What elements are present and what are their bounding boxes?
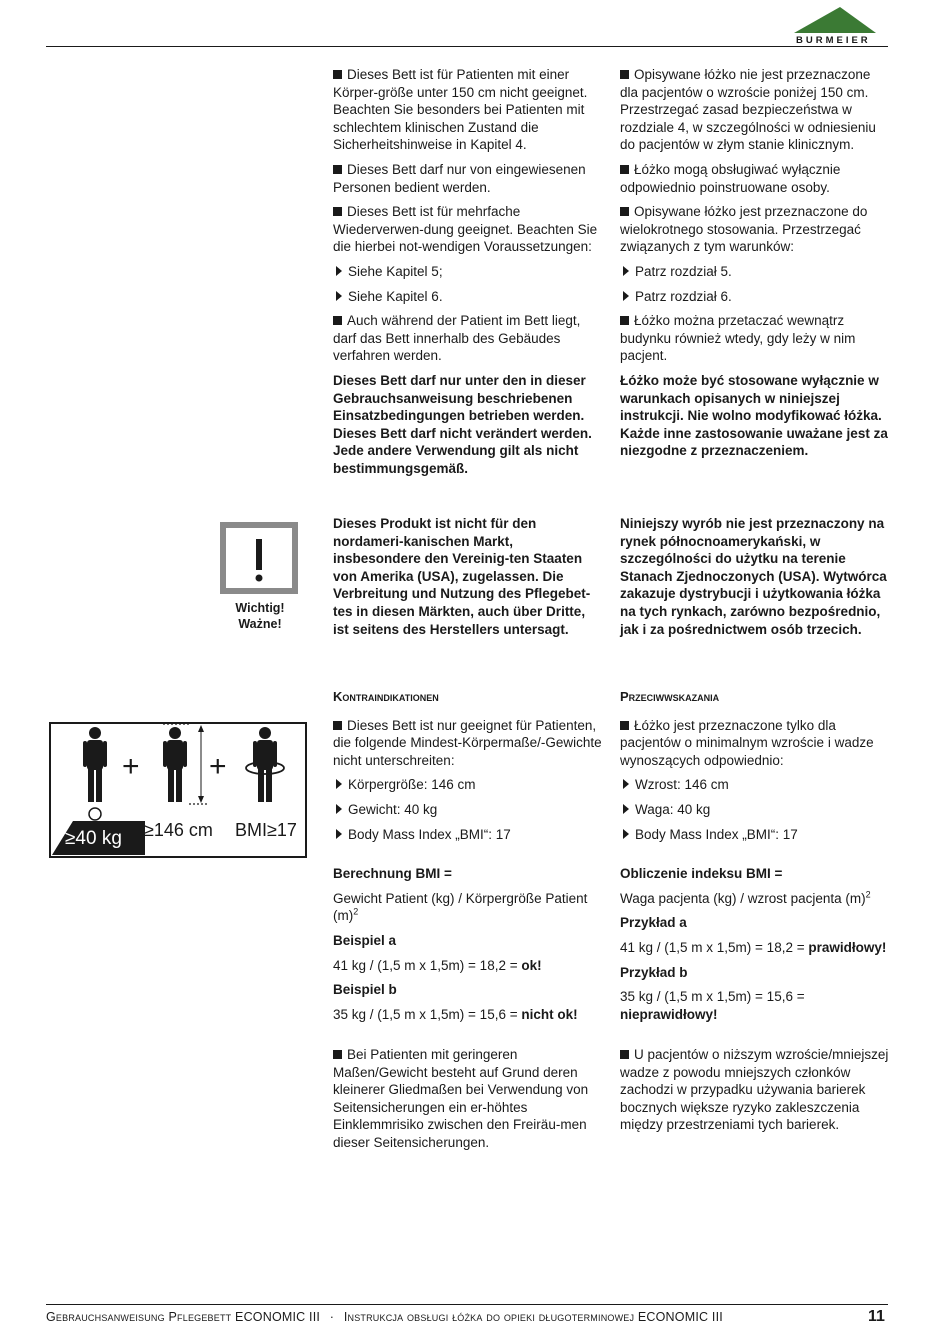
de-section-usage [333,66,603,484]
brand-name: BURMEIER [796,35,871,46]
footer-title [46,1310,723,1324]
pl-contra-weight: Waga: 40 kg [620,801,892,819]
pl-contra-height: Wzrost: 146 cm [620,776,892,794]
header-rule [46,46,888,47]
pl-example-a: 41 kg / (1,5 m x 1,5m) = 18,2 = prawidłowy! [620,939,887,955]
warning-label-pl: Ważne! [238,617,282,631]
plus-sign-1: + [122,750,140,783]
de-arrow-1: Siehe Kapitel 5; [333,263,603,281]
plus-sign-2: + [209,750,227,783]
de-calc-title: Berechnung BMI = [333,866,452,882]
exclamation-warning-icon [220,522,298,594]
warning-box [220,522,300,631]
pl-warning-text: Niniejszy wyrób nie jest przeznaczony na rynek północnoamerykański, w szczególności do użytku na terenie Stanach Zjednoczonych (USA). Wytwórca zakazuje dystrybucji i użytkowania łóżka na tych rynkach, zarówno bezpośrednio, jak i za pośrednictwem osób trzecich. [620,516,887,637]
bullet-square-icon [333,316,342,325]
bullet-square-icon [333,70,342,79]
de-bullet-2: Dieses Bett darf nur von eingewiesenen Personen bedient werden. [333,161,586,195]
de-example-a-title: Beispiel a [333,932,397,948]
pl-bullet-1: Opisywane łóżko nie jest przeznaczone dla pacjentów o wzroście poniżej 150 cm. Przestrzegać zasad bezpieczeństwa w rozdziale 4, w szczególności w odniesieniu do pacjentów w złym stanie klinicznym. [620,67,876,153]
footer-left: Gebrauchsanweisung Pflegebett ECONOMIC III [46,1310,321,1324]
de-last-bullet [333,1046,603,1159]
pl-arrow-2: Patrz rozdział 6. [620,288,892,306]
de-bold-notice: Dieses Bett darf nur unter den in dieser Gebrauchsanweisung beschriebenen Einsatzbedingungen betrieben werden. Dieses Bett darf nicht verändert werden. Jede andere Verwendung gilt als nicht bestimmungsgemäß. [333,372,592,476]
footer-rule [46,1304,888,1305]
pl-bullet-4: Łóżko można przetaczać wewnątrz budynku również wtedy, gdy leży w nim pacjent. [620,313,856,364]
burmeier-logo-icon [794,6,876,34]
pl-entrapment-note: U pacjentów o niższym wzroście/mniejszej wadze z powodu mniejszych członków zachodzi w przypadku używania barierek bocznych większe ryzyko zakleszczenia między przestrzeniami tych barierek. [620,1047,889,1133]
bmi-figure [49,722,307,858]
bullet-square-icon [333,165,342,174]
pl-example-a-title: Przykład a [620,915,687,931]
warning-label-de: Wichtig! [235,601,285,615]
de-arrow-2: Siehe Kapitel 6. [333,288,603,306]
arrow-right-icon [336,266,342,276]
pl-bullet-2: Łóżko mogą obsługiwać wyłącznie odpowiednio poinstruowane osoby. [620,161,841,195]
pl-section-contraindications [620,688,892,1030]
bullet-square-icon [333,1050,342,1059]
arrow-right-icon [336,804,342,814]
pl-example-b: 35 kg / (1,5 m x 1,5m) = 15,6 = nieprawidłowy! [620,989,805,1022]
pl-arrow-1: Patrz rozdział 5. [620,263,892,281]
de-example-a: 41 kg / (1,5 m x 1,5m) = 18,2 = ok! [333,957,542,973]
de-heading: Kontraindikationen [333,689,439,704]
bullet-square-icon [620,70,629,79]
bmi-label: BMI≥17 [235,820,297,840]
arrow-right-icon [623,829,629,839]
de-bullet-1: Dieses Bett ist für Patienten mit einer Körper-größe unter 150 cm nicht geeignet. Beachten Sie besonders bei Patienten mit schlechtem klinischen Zustand die Sicherheitshinweise in Kapitel 4. [333,67,588,153]
bullet-square-icon [620,165,629,174]
de-calc-formula: Gewicht Patient (kg) / Körpergröße Patient $(m)^2$ [333,890,588,924]
pl-calc-formula: Waga pacjenta (kg) / wzrost pacjenta $(m)^2$ [620,889,871,906]
bullet-square-icon [620,1050,629,1059]
arrow-right-icon [336,291,342,301]
height-label: ≥146 cm [144,820,213,840]
de-contra-bullet: Dieses Bett ist nur geeignet für Patienten, die folgende Mindest-Körpermaße/-Gewichte nicht unterschreiten: [333,717,602,768]
de-contra-height: Körpergröße: 146 cm [333,776,603,794]
footer-separator: · [329,1310,335,1324]
bullet-square-icon [333,207,342,216]
de-contra-weight: Gewicht: 40 kg [333,801,603,819]
pl-bold-notice: Łóżko może być stosowane wyłącznie w warunkach opisanych w niniejszej instrukcji. Nie wolno modyfikować łóżka. Każde inne zastosowanie uważane jest za niezgodne z przeznaczeniem. [620,372,888,459]
de-bullet-3: Dieses Bett ist für mehrfache Wiederverwen-dung geeignet. Beachten Sie die hierbei not-wendigen Voraussetzungen: [333,204,598,255]
bullet-square-icon [620,316,629,325]
page-number: 11 [868,1308,885,1325]
de-bullet-4: Auch während der Patient im Bett liegt, darf das Bett innerhalb des Gebäudes verfahren werden. [333,313,581,364]
de-entrapment-note: Bei Patienten mit geringeren Maßen/Gewicht besteht auf Grund deren kleinerer Gliedmaßen bei Verwendung von Seitensicherungen ein er-höhtes Einklemmrisiko zwischen den Freiräu-men dieser Seitensicherungen. [333,1047,589,1150]
de-example-b-title: Beispiel b [333,982,397,998]
footer-right: Instrukcja obsługi łóżka do opieki długoterminowej ECONOMIC III [343,1310,723,1324]
arrow-right-icon [336,779,342,789]
de-warning-text: Dieses Produkt ist nicht für den nordameri-kanischen Markt, insbesondere den Vereinig-ten Staaten von Amerika (USA), zugelassen. Die Verbreitung und Nutzung des Pflegebet-tes in diesen Märkten, auch über Dritte, ist seitens des Herstellers untersagt. [333,516,591,637]
pl-calc-title: Obliczenie indeksu BMI = [620,866,783,882]
arrow-right-icon [623,291,629,301]
arrow-right-icon [336,829,342,839]
bullet-square-icon [620,207,629,216]
pl-section-usage [620,66,892,467]
pl-contra-bullet: Łóżko jest przeznaczone tylko dla pacjentów o minimalnym wzroście i wadze wynoszących odpowiednio: [620,717,874,768]
bullet-square-icon [333,721,342,730]
pl-bullet-3: Opisywane łóżko jest przeznaczone do wielokrotnego stosowania. Przestrzegać związanych z tym warunków: [620,204,868,255]
de-contra-bmi: Body Mass Index „BMI“: 17 [333,826,603,844]
pl-heading: Przeciwwskazania [620,689,720,704]
pl-last-bullet [620,1046,892,1141]
pl-contra-bmi: Body Mass Index „BMI“: 17 [620,826,892,844]
arrow-right-icon [623,779,629,789]
arrow-right-icon [623,804,629,814]
pl-example-b-title: Przykład b [620,964,688,980]
bullet-square-icon [620,721,629,730]
arrow-right-icon [623,266,629,276]
de-example-b: 35 kg / (1,5 m x 1,5m) = 15,6 = nicht ok! [333,1006,578,1022]
de-section-contraindications [333,688,603,1030]
weight-label: ≥40 kg [65,828,122,849]
